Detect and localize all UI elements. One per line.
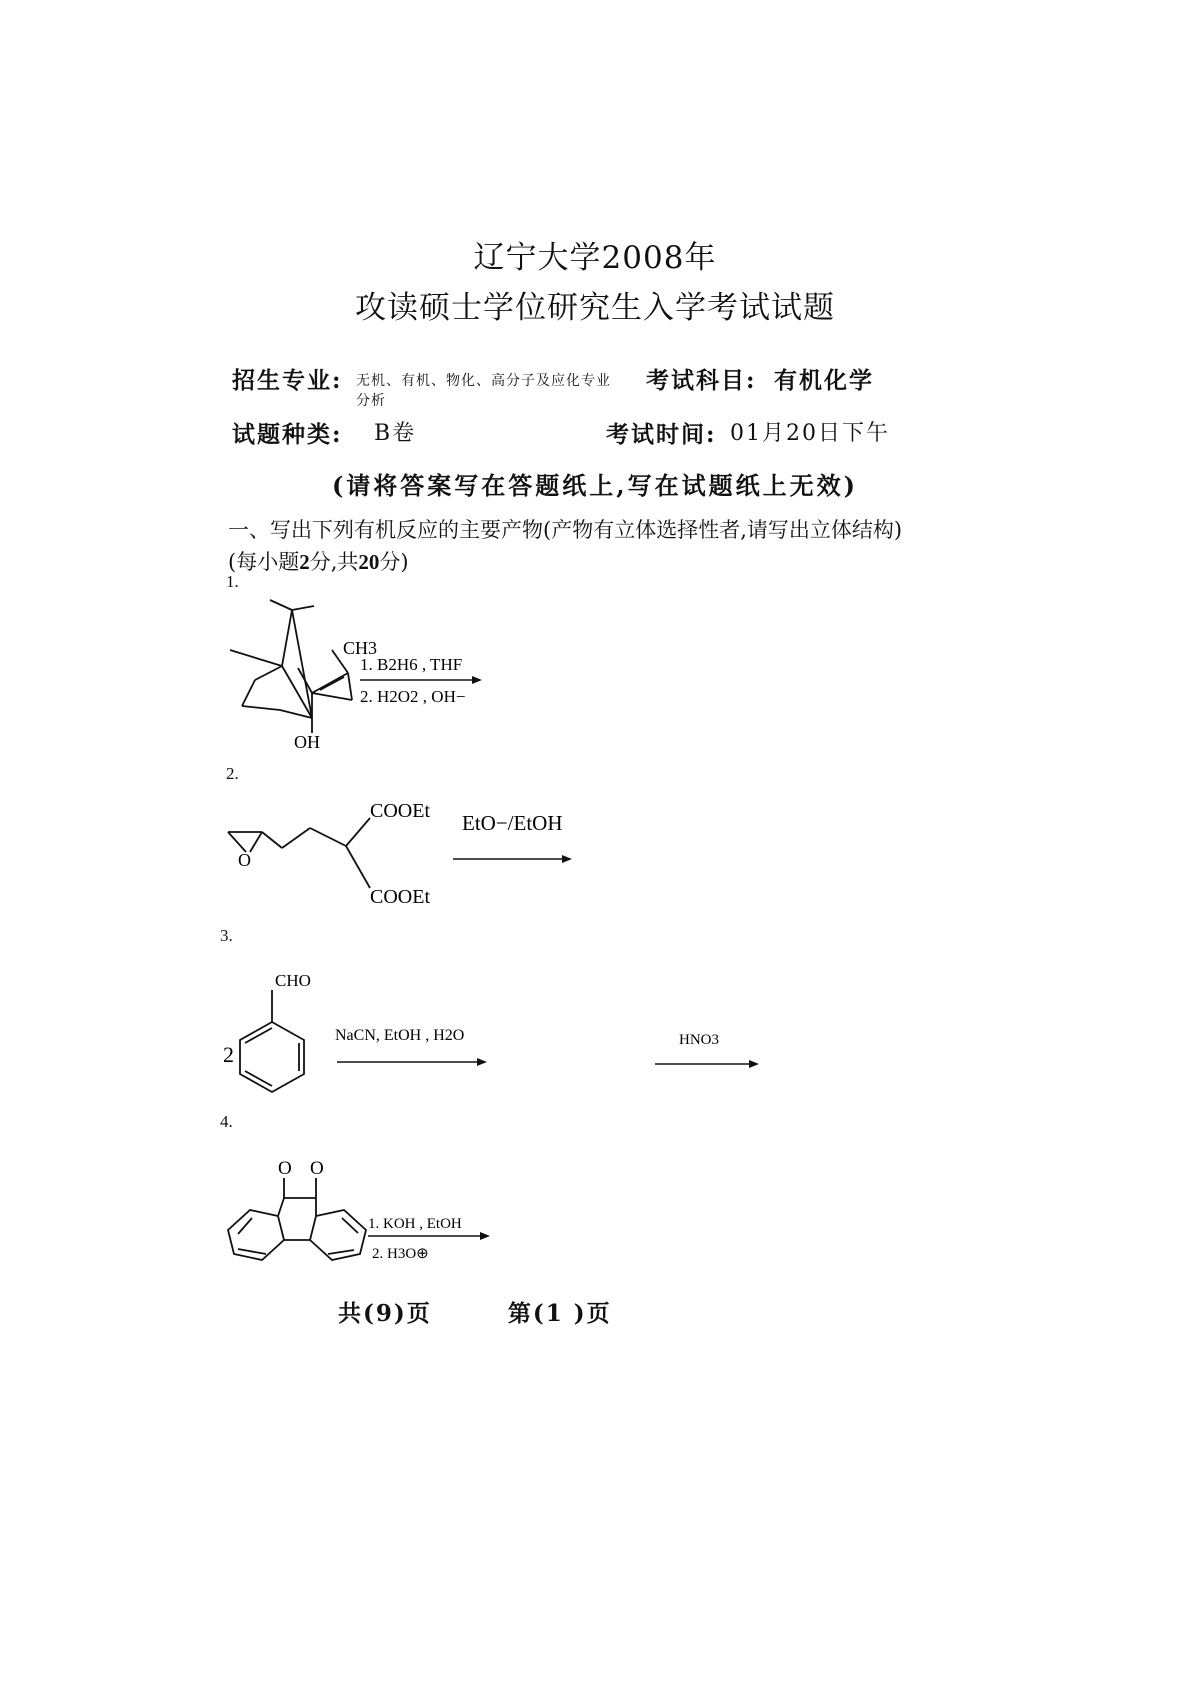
q1-ch3-label: CH3 [343, 638, 378, 658]
q4-reagent-top: 1. KOH , EtOH [368, 1216, 462, 1232]
question-1-number: 1. [226, 572, 239, 591]
subject-value: 有机化学 [774, 367, 874, 394]
q2-cooet-bottom: COOEt [370, 886, 430, 908]
q4-oxygen-right: O [310, 1158, 324, 1179]
q4-reagent-bottom: 2. H3O⊕ [372, 1246, 429, 1262]
major-value-line1: 无机、有机、物化、高分子及应化专业 [356, 373, 611, 389]
q1-oh-label: OH [294, 732, 320, 748]
question-1-structure [220, 598, 540, 748]
university-title: 辽宁大学2008年 [473, 240, 717, 276]
question-4-number: 4. [220, 1112, 233, 1131]
paper-type-value: B卷 [374, 421, 417, 446]
subject-label: 考试科目: [646, 367, 757, 394]
exam-time-label: 考试时间: [606, 421, 717, 448]
current-page: 第(1 )页 [507, 1300, 612, 1327]
exam-time-value: 01月20日下午 [730, 421, 890, 446]
q1-reagent-bottom: 2. H2O2 , OH− [360, 687, 466, 706]
exam-title: 攻读硕士学位研究生入学考试试题 [355, 290, 835, 326]
question-2-structure [220, 800, 620, 912]
q3-reagent-2: HNO3 [679, 1032, 719, 1048]
total-pages: 共(9)页 [338, 1300, 432, 1327]
section-heading: 一、写出下列有机反应的主要产物(产物有立体选择性者,请写出立体结构)(每小题2分,共20分) [228, 518, 903, 574]
question-2-number: 2. [226, 764, 239, 783]
q2-epoxide-o: O [238, 850, 251, 870]
major-label: 招生专业: [232, 367, 343, 394]
question-3-structure [215, 964, 775, 1096]
q2-reagent: EtO−/EtOH [462, 811, 563, 835]
q3-cho-label: CHO [275, 971, 311, 990]
paper-type-label: 试题种类: [232, 421, 343, 448]
question-3-number: 3. [220, 926, 233, 945]
page-footer [338, 1295, 612, 1328]
q4-oxygen-left: O [278, 1158, 292, 1179]
q2-cooet-top: COOEt [370, 800, 430, 822]
answer-notice: (请将答案写在答题纸上,写在试题纸上无效) [331, 471, 859, 500]
q3-coefficient: 2 [223, 1042, 234, 1067]
q1-reagent-top: 1. B2H6 , THF [360, 655, 463, 674]
question-4-structure [218, 1150, 498, 1270]
q3-reagent-1: NaCN, EtOH , H2O [335, 1027, 465, 1044]
major-value-line2: 分析 [356, 393, 386, 409]
